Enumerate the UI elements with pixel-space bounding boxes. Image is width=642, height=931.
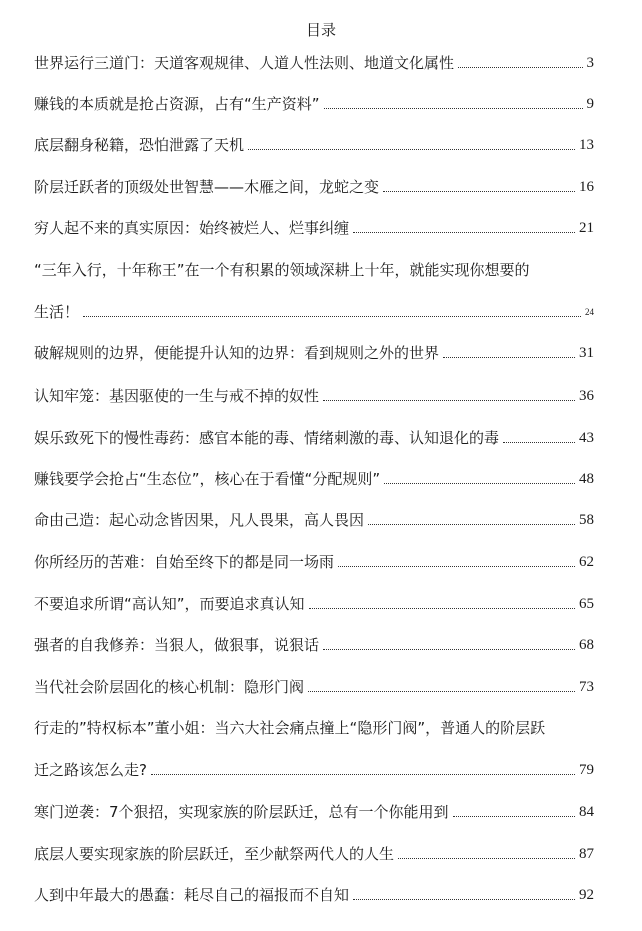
toc-entry-title: 底层翻身秘籍，恐怕泄露了天机 xyxy=(34,136,245,154)
leader-dots xyxy=(83,316,581,317)
toc-entry[interactable] xyxy=(34,52,594,74)
toc-entry[interactable] xyxy=(34,551,594,573)
leader-dots xyxy=(308,691,575,692)
toc-entry[interactable] xyxy=(34,259,594,281)
toc-entry-title: 强者的自我修养：当狠人，做狠事，说狠话 xyxy=(34,636,320,654)
toc-entry-title: 寒门逆袭：7个狠招，实现家族的阶层跃迁，总有一个你能用到 xyxy=(34,803,449,821)
toc-page-number: 24 xyxy=(585,307,594,317)
toc-entry-continuation[interactable] xyxy=(34,301,594,323)
toc-page-number: 43 xyxy=(579,430,594,446)
toc-entry-title-continued: 迁之路该怎么走? xyxy=(34,761,147,779)
toc-entry[interactable] xyxy=(34,593,594,615)
toc-entry-title: 命由己造：起心动念皆因果，凡人畏果，高人畏因 xyxy=(34,511,365,529)
toc-entry-title: 人到中年最大的愚蠢：耗尽自己的福报而不自知 xyxy=(34,886,350,904)
toc-entry[interactable] xyxy=(34,676,594,698)
toc-entry-title: 认知牢笼：基因驱使的一生与戒不掉的奴性 xyxy=(34,387,320,405)
leader-dots xyxy=(384,483,575,484)
toc-entry[interactable] xyxy=(34,134,594,156)
toc-entry[interactable] xyxy=(34,634,594,656)
leader-dots xyxy=(353,232,575,233)
toc-page-number: 21 xyxy=(579,220,594,236)
toc-page-number: 68 xyxy=(579,637,594,653)
toc-entry-title: 行走的”特权标本”董小姐：当六大社会痛点撞上“隐形门阀”，普通人的阶层跃 xyxy=(34,719,546,737)
toc-entry[interactable] xyxy=(34,93,594,115)
toc-entry[interactable] xyxy=(34,843,594,865)
leader-dots xyxy=(338,566,575,567)
toc-page-number: 16 xyxy=(579,179,594,195)
toc-page-number: 13 xyxy=(579,137,594,153)
toc-page-number: 9 xyxy=(586,96,594,112)
toc-entry-title: 赚钱的本质就是抢占资源，占有“生产资料” xyxy=(34,95,320,113)
toc-entry-title: “三年入行，十年称王”在一个有积累的领域深耕上十年，就能实现你想要的 xyxy=(34,261,530,279)
toc-entry[interactable] xyxy=(34,342,594,364)
toc-entry[interactable] xyxy=(34,217,594,239)
toc-entry-title: 世界运行三道门：天道客观规律、人道人性法则、地道文化属性 xyxy=(34,54,455,72)
leader-dots xyxy=(398,858,575,859)
toc-entry-title: 不要追求所谓“高认知”，而要追求真认知 xyxy=(34,595,305,613)
toc-page-number: 79 xyxy=(579,762,594,778)
toc-entry-title: 赚钱要学会抢占“生态位”，核心在于看懂“分配规则” xyxy=(34,470,381,488)
toc-page-number: 73 xyxy=(579,679,594,695)
toc-entry-title-continued: 生活！ xyxy=(34,303,80,321)
toc-entry-title: 你所经历的苦难：自始至终下的都是同一场雨 xyxy=(34,553,335,571)
toc-title: 目录 xyxy=(305,21,336,39)
toc-entry-title: 底层人要实现家族的阶层跃迁，至少献祭两代人的人生 xyxy=(34,845,395,863)
leader-dots xyxy=(309,608,575,609)
leader-dots xyxy=(353,899,575,900)
leader-dots xyxy=(323,649,575,650)
leader-dots xyxy=(248,149,575,150)
toc-entry[interactable] xyxy=(34,385,594,407)
leader-dots xyxy=(453,816,575,817)
leader-dots xyxy=(323,400,575,401)
toc-page-number: 62 xyxy=(579,554,594,570)
toc-page-number: 84 xyxy=(579,804,594,820)
toc-entry[interactable] xyxy=(34,509,594,531)
toc-entry-title: 阶层迁跃者的顶级处世智慧——木雁之间，龙蛇之变 xyxy=(34,178,380,196)
toc-page-number: 58 xyxy=(579,512,594,528)
toc-entry[interactable] xyxy=(34,884,594,906)
leader-dots xyxy=(503,442,575,443)
toc-entry-title: 当代社会阶层固化的核心机制：隐形门阀 xyxy=(34,678,305,696)
toc-page-number: 87 xyxy=(579,846,594,862)
toc-entry-continuation[interactable] xyxy=(34,759,594,781)
toc-page-number: 3 xyxy=(586,55,594,71)
toc-page-number: 92 xyxy=(579,887,594,903)
leader-dots xyxy=(151,774,575,775)
leader-dots xyxy=(368,524,575,525)
toc-entry[interactable] xyxy=(34,717,594,739)
leader-dots xyxy=(443,357,575,358)
toc-entry-title: 娱乐致死下的慢性毒药：感官本能的毒、情绪刺激的毒、认知退化的毒 xyxy=(34,429,500,447)
toc-page-number: 65 xyxy=(579,596,594,612)
toc-entry-title: 破解规则的边界，便能提升认知的边界：看到规则之外的世界 xyxy=(34,344,440,362)
toc-page-number: 31 xyxy=(579,345,594,361)
toc-entry[interactable] xyxy=(34,427,594,449)
leader-dots xyxy=(324,108,583,109)
leader-dots xyxy=(383,191,575,192)
leader-dots xyxy=(458,67,582,68)
toc-entry[interactable] xyxy=(34,468,594,490)
toc-page-number: 36 xyxy=(579,388,594,404)
toc-page-number: 48 xyxy=(579,471,594,487)
toc-entry-title: 穷人起不来的真实原因：始终被烂人、烂事纠缠 xyxy=(34,219,350,237)
toc-entry[interactable] xyxy=(34,801,594,823)
toc-entry[interactable] xyxy=(34,176,594,198)
